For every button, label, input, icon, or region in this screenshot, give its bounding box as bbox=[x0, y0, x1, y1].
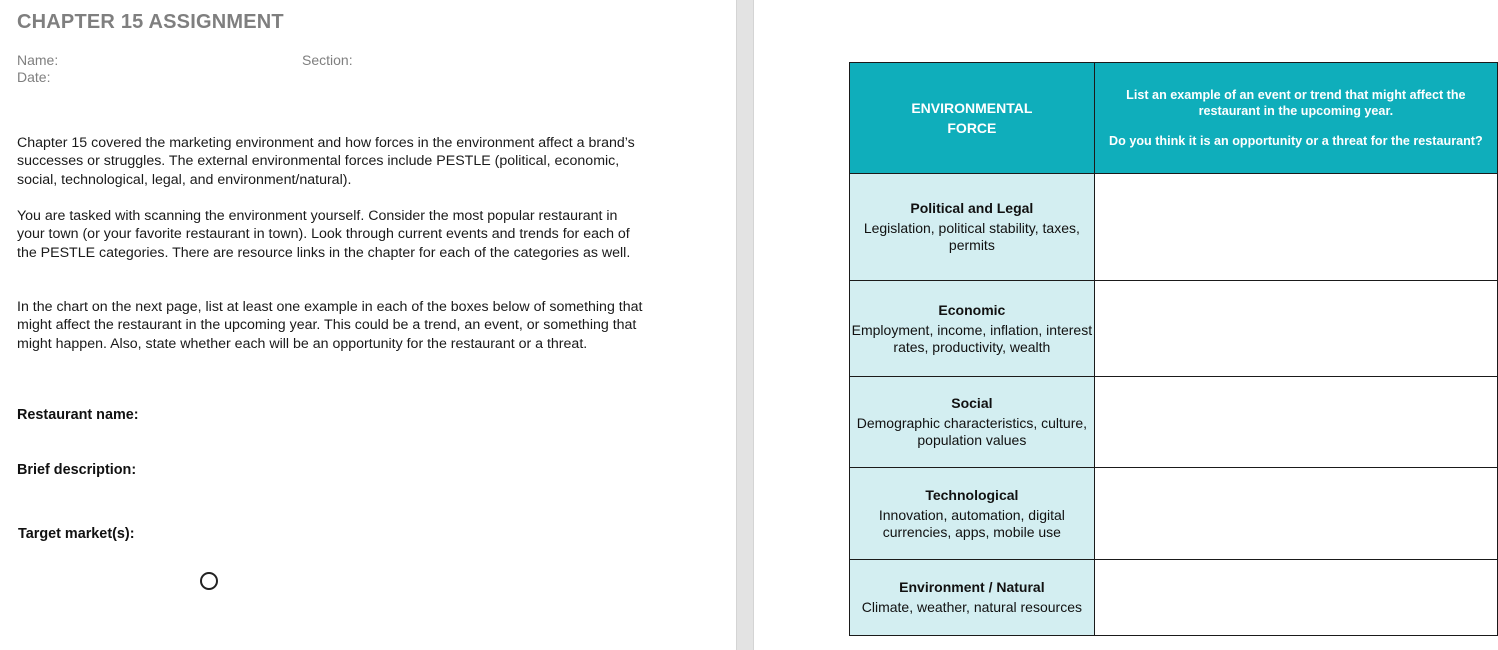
answer-cell-political-legal[interactable] bbox=[1094, 174, 1497, 281]
date-label: Date: bbox=[17, 69, 51, 85]
header-environmental-force: ENVIRONMENTAL FORCE bbox=[850, 63, 1095, 174]
force-cell-political-legal: Political and Legal Legislation, political stability, taxes, permits bbox=[850, 174, 1095, 281]
table-row bbox=[850, 377, 1498, 468]
force-cell-environment-natural: Environment / Natural Climate, weather, natural resources bbox=[850, 560, 1095, 636]
table-row bbox=[850, 468, 1498, 560]
brief-description-label: Brief description: bbox=[17, 462, 137, 478]
circle-cursor-icon bbox=[200, 572, 218, 590]
header-question-opportunity: Do you think it is an opportunity or a threat for the restaurant? bbox=[1109, 134, 1483, 148]
table-row bbox=[850, 560, 1498, 636]
name-label: Name: bbox=[17, 52, 59, 68]
force-cell-technological: Technological Innovation, automation, digital currencies, apps, mobile use bbox=[850, 468, 1095, 560]
intro-paragraph: Chapter 15 covered the marketing environment and how forces in the environment affect a brand’s successes or struggles. The external environmental forces include PESTLE (political, economic, social, technological, legal, and environment/natural). bbox=[17, 135, 635, 188]
answer-cell-social[interactable] bbox=[1094, 377, 1497, 468]
force-cell-economic: Economic Employment, income, inflation, interest rates, productivity, wealth bbox=[850, 281, 1095, 377]
task-paragraph: You are tasked with scanning the environment yourself. Consider the most popular restaurant in your town (or your favorite restaurant in town). Look through current events and trends for each of the PESTLE categories. There are resource links in the chapter for each of the categories as well. bbox=[17, 208, 631, 261]
instructions-paragraph: In the chart on the next page, list at least one example in each of the boxes below of something that might affect the restaurant in the upcoming year. This could be a trend, an event, or something that might happen. Also, state whether each will be an opportunity for the restaurant or a threat. bbox=[17, 299, 643, 352]
section-label: Section: bbox=[302, 52, 353, 68]
page-gutter bbox=[736, 0, 754, 650]
page-title: CHAPTER 15 ASSIGNMENT bbox=[17, 11, 284, 33]
answer-cell-technological[interactable] bbox=[1094, 468, 1497, 560]
force-cell-social: Social Demographic characteristics, culture, population values bbox=[850, 377, 1095, 468]
table-row bbox=[850, 281, 1498, 377]
target-markets-label: Target market(s): bbox=[18, 526, 135, 542]
page-left bbox=[0, 0, 736, 650]
restaurant-name-label: Restaurant name: bbox=[17, 407, 139, 423]
header-question-event: List an example of an event or trend that might affect the restaurant in the upcoming year. bbox=[1126, 88, 1466, 118]
pestle-table bbox=[849, 62, 1498, 636]
answer-cell-environment-natural[interactable] bbox=[1094, 560, 1497, 636]
header-example-question bbox=[1094, 63, 1497, 174]
table-row bbox=[850, 174, 1498, 281]
answer-cell-economic[interactable] bbox=[1094, 281, 1497, 377]
table-header-row bbox=[850, 63, 1498, 174]
